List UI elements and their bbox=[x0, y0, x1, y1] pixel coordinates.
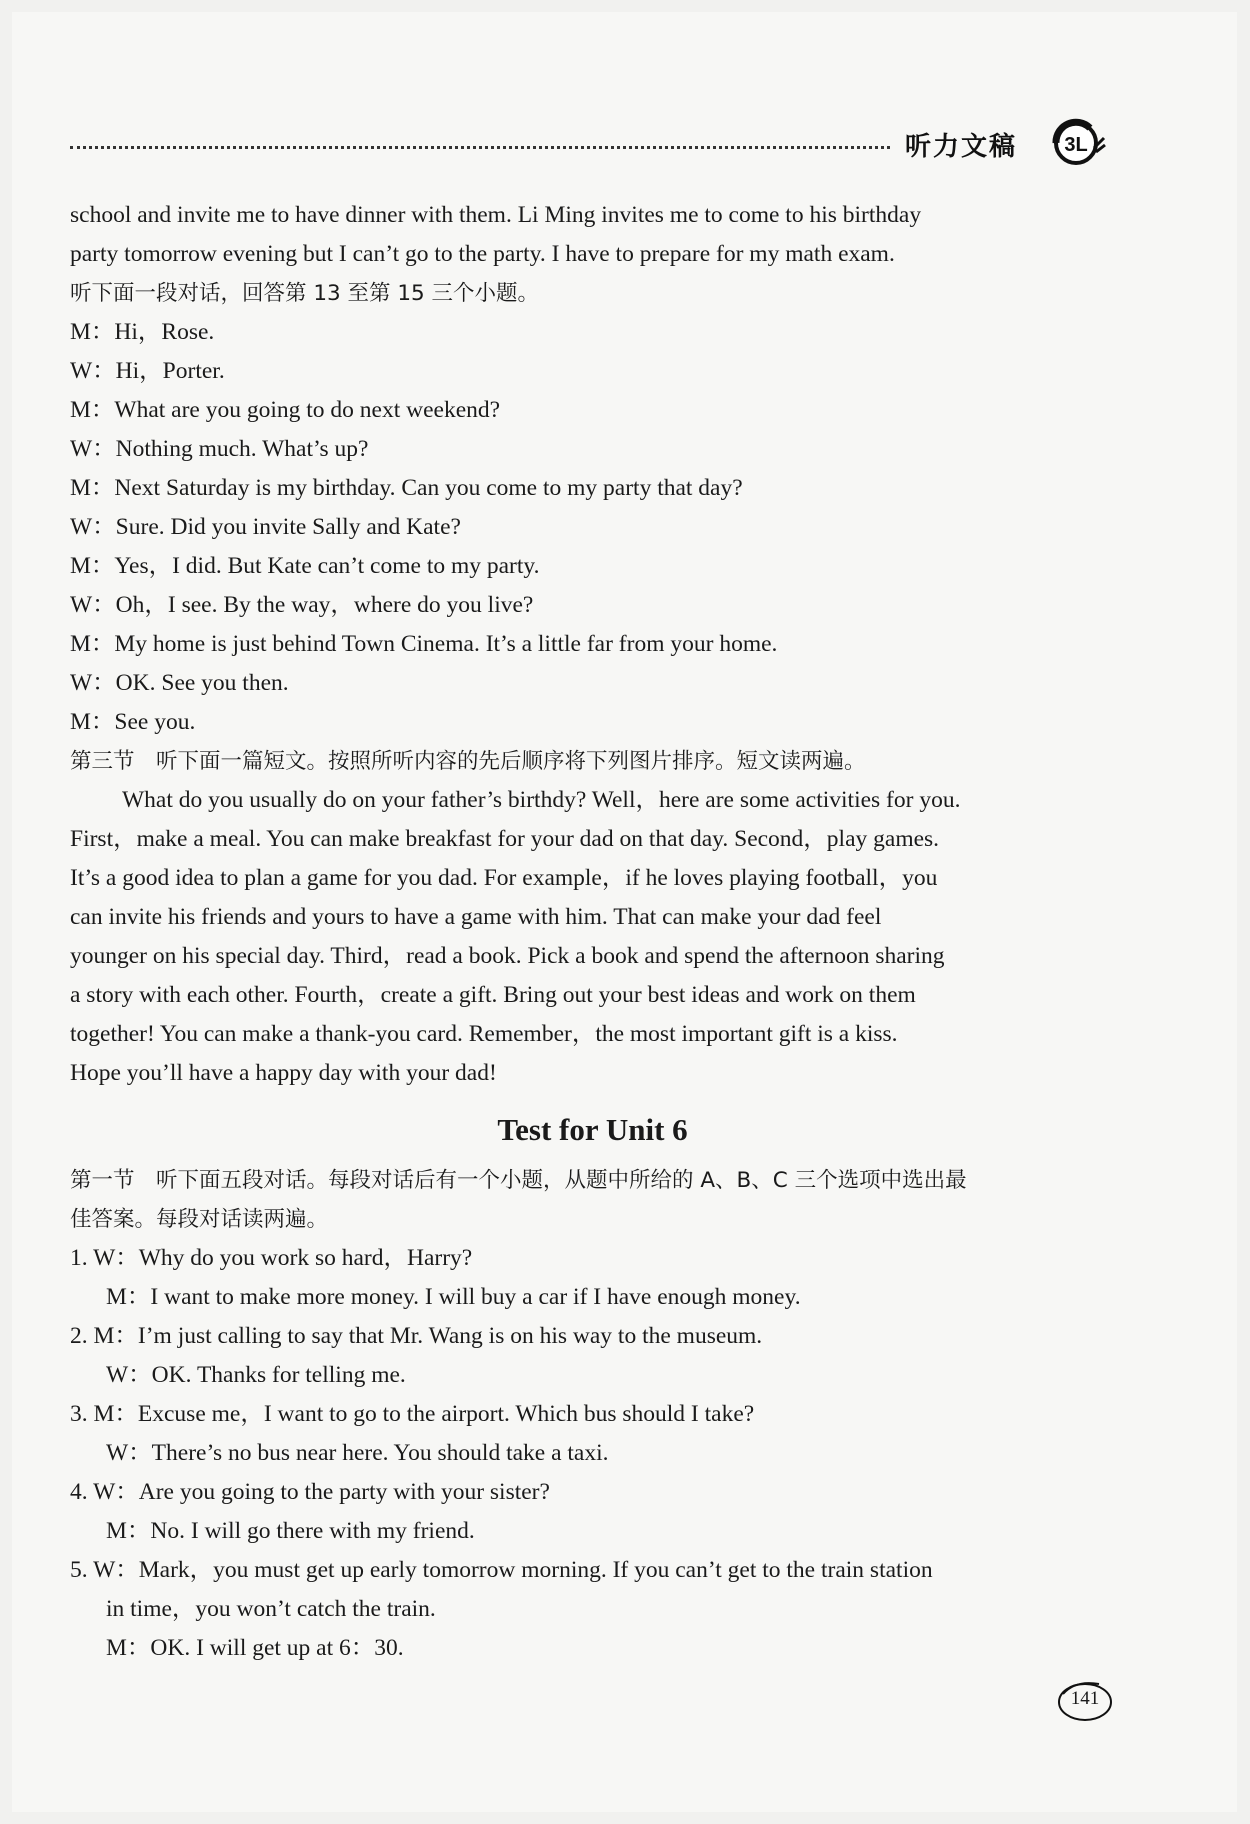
dialogue-line: W：OK. See you then. bbox=[70, 670, 289, 696]
passage-line: younger on his special day. Third，read a book. Pick a book and spend the afternoon sharing bbox=[70, 943, 945, 969]
content bbox=[70, 196, 1115, 1668]
page-number-text: 141 bbox=[1070, 1688, 1100, 1709]
header-title: 听力文稿 bbox=[905, 132, 1018, 162]
passage-line: What do you usually do on your father’s birthdy? Well，here are some activities for you. bbox=[122, 787, 961, 813]
dialogue-line: W：Oh，I see. By the way，where do you live? bbox=[70, 592, 534, 618]
passage-line: a story with each other. Fourth，create a gift. Bring out your best ideas and work on them bbox=[70, 982, 916, 1008]
page-header bbox=[70, 118, 1100, 178]
dialogue-line: M：Hi，Rose. bbox=[70, 319, 215, 345]
question-line: 2. M：I’m just calling to say that Mr. Wang is on his way to the museum. bbox=[70, 1323, 763, 1349]
dialogue-line: M：What are you going to do next weekend? bbox=[70, 397, 501, 423]
dialogue-line: M：See you. bbox=[70, 709, 196, 735]
dialogue-line: W：Sure. Did you invite Sally and Kate? bbox=[70, 514, 461, 540]
text-line: school and invite me to have dinner with them. Li Ming invites me to come to his birthday bbox=[70, 202, 922, 228]
logo-icon bbox=[1050, 118, 1106, 166]
passage-line: Hope you’ll have a happy day with your dad! bbox=[70, 1060, 497, 1086]
passage-line: First，make a meal. You can make breakfast for your dad on that day. Second，play games. bbox=[70, 826, 940, 852]
instruction: 听下面一段对话，回答第 13 至第 15 三个小题。 bbox=[70, 281, 540, 306]
logo-text: 3L bbox=[1064, 134, 1088, 156]
dialogue-line: M：Next Saturday is my birthday. Can you come to my party that day? bbox=[70, 475, 743, 501]
dialogue-line: W：Hi，Porter. bbox=[70, 358, 225, 384]
instruction: 佳答案。每段对话读两遍。 bbox=[70, 1207, 329, 1232]
dialogue-line: M：Yes，I did. But Kate can’t come to my party. bbox=[70, 553, 540, 579]
section-heading: 第三节 听下面一篇短文。按照所听内容的先后顺序将下列图片排序。短文读两遍。 bbox=[70, 749, 866, 774]
question-line: 5. W：Mark，you must get up early tomorrow morning. If you can’t get to the train station bbox=[70, 1557, 933, 1583]
dialogue-line: W：Nothing much. What’s up? bbox=[70, 436, 369, 462]
answer-line: M：No. I will go there with my friend. bbox=[106, 1518, 475, 1544]
passage-line: It’s a good idea to plan a game for you dad. For example，if he loves playing football，you bbox=[70, 865, 938, 891]
text-line: party tomorrow evening but I can’t go to the party. I have to prepare for my math exam. bbox=[70, 241, 895, 267]
dotted-rule bbox=[70, 146, 890, 149]
question-line-continued: in time，you won’t catch the train. bbox=[106, 1596, 436, 1622]
passage-line: together! You can make a thank-you card. Remember，the most important gift is a kiss. bbox=[70, 1021, 898, 1047]
passage-line: can invite his friends and yours to have a game with him. That can make your dad feel bbox=[70, 904, 882, 930]
answer-line: M：OK. I will get up at 6：30. bbox=[106, 1635, 404, 1661]
question-line: 1. W：Why do you work so hard，Harry? bbox=[70, 1245, 473, 1271]
unit-title: Test for Unit 6 bbox=[497, 1112, 688, 1147]
dialogue-line: M：My home is just behind Town Cinema. It’s a little far from your home. bbox=[70, 631, 778, 657]
answer-line: W：OK. Thanks for telling me. bbox=[106, 1362, 406, 1388]
page-number bbox=[1055, 1678, 1115, 1724]
answer-line: W：There’s no bus near here. You should take a taxi. bbox=[106, 1440, 609, 1466]
instruction: 第一节 听下面五段对话。每段对话后有一个小题，从题中所给的 A、B、C 三个选项中选出最 bbox=[70, 1168, 967, 1193]
question-line: 4. W：Are you going to the party with your sister? bbox=[70, 1479, 550, 1505]
answer-line: M：I want to make more money. I will buy a car if I have enough money. bbox=[106, 1284, 801, 1310]
question-line: 3. M：Excuse me，I want to go to the airport. Which bus should I take? bbox=[70, 1401, 755, 1427]
